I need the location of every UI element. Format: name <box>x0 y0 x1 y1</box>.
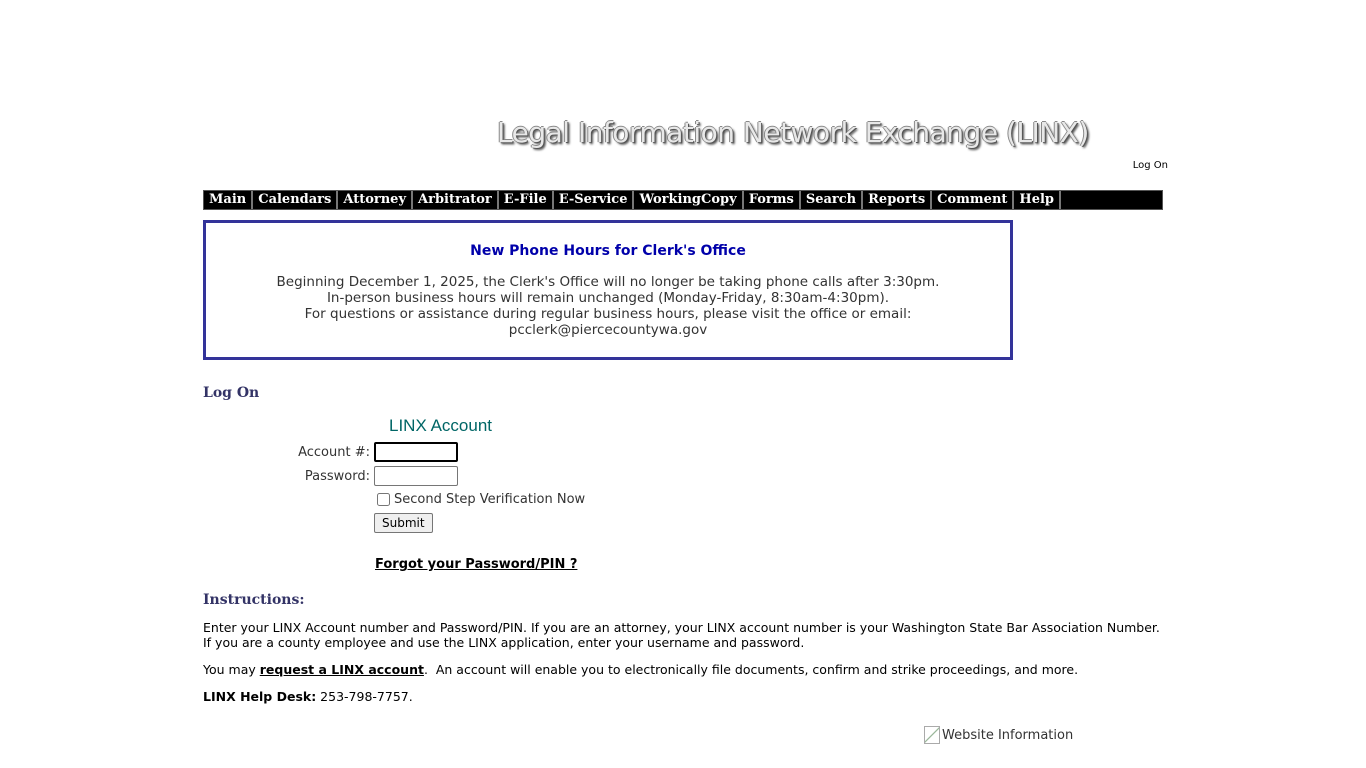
request-suffix: . An account will enable you to electronically file documents, confirm and strike proceedings, and more. <box>423 662 1079 677</box>
site-title: Legal Information Network Exchange (LINX) <box>497 116 1089 149</box>
account-title: LINX Account <box>389 416 493 435</box>
account-input[interactable] <box>374 442 458 462</box>
nav-e-service[interactable]: E-Service <box>554 191 635 209</box>
nav-calendars[interactable]: Calendars <box>253 191 338 209</box>
request-prefix: You may <box>203 662 260 677</box>
request-account-text <box>203 662 1163 677</box>
nav-attorney[interactable]: Attorney <box>338 191 413 209</box>
main-nav-bar <box>203 190 1163 210</box>
logon-heading: Log On <box>203 385 260 401</box>
helpdesk-phone: 253-798-7757. <box>316 689 413 704</box>
password-input[interactable] <box>374 466 458 486</box>
password-label: Password: <box>304 469 370 484</box>
helpdesk-text <box>203 689 1163 704</box>
notice-email: pcclerk@piercecountywa.gov <box>508 322 708 338</box>
helpdesk-label: LINX Help Desk: <box>203 689 317 704</box>
account-label: Account #: <box>298 445 370 460</box>
instructions-text: Enter your LINX Account number and Password/PIN. If you are an attorney, your LINX account number is your Washington State Bar Association Number. If you are a county employee and use the LINX application, enter your username and password. <box>203 620 1160 650</box>
nav-search[interactable]: Search <box>801 191 863 209</box>
nav-reports[interactable]: Reports <box>863 191 932 209</box>
nav-forms[interactable]: Forms <box>744 191 801 209</box>
notice-line: For questions or assistance during regular business hours, please visit the office or email: <box>304 306 912 322</box>
nav-arbitrator[interactable]: Arbitrator <box>413 191 499 209</box>
website-information-alt: Website Information <box>942 727 1074 743</box>
notice-box <box>203 220 1013 360</box>
nav-e-file[interactable]: E-File <box>499 191 554 209</box>
notice-line: Beginning December 1, 2025, the Clerk's Office will no longer be taking phone calls after 3:30pm. <box>276 274 940 290</box>
request-account-link[interactable]: request a LINX account <box>259 662 424 677</box>
submit-button[interactable]: Submit <box>374 513 433 533</box>
notice-title: New Phone Hours for Clerk's Office <box>470 243 746 259</box>
second-step-checkbox[interactable] <box>377 493 390 506</box>
nav-main[interactable]: Main <box>204 191 253 209</box>
website-information-image[interactable] <box>924 726 1073 744</box>
second-step-label: Second Step Verification Now <box>394 492 586 507</box>
broken-image-icon <box>924 726 940 744</box>
instructions-heading: Instructions: <box>203 592 305 608</box>
second-step-option[interactable] <box>377 492 585 507</box>
notice-line: In-person business hours will remain unchanged (Monday-Friday, 8:30am-4:30pm). <box>326 290 890 306</box>
nav-workingcopy[interactable]: WorkingCopy <box>634 191 743 209</box>
nav-help[interactable]: Help <box>1014 191 1061 209</box>
nav-comment[interactable]: Comment <box>932 191 1014 209</box>
forgot-password-link[interactable]: Forgot your Password/PIN ? <box>375 557 578 572</box>
top-logon-link[interactable]: Log On <box>1132 160 1168 171</box>
